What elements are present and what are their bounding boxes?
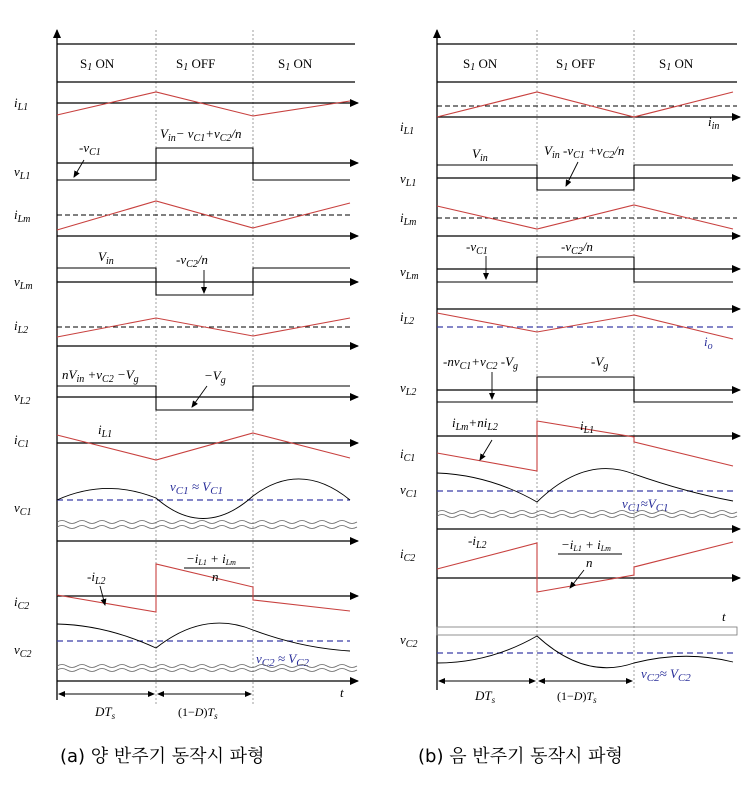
- panel-a-interval-2-label: $(1-D)T_s$: [178, 705, 218, 721]
- panel-a-vl1-waveform: [57, 148, 350, 180]
- panel-a-il1-waveform: [57, 92, 350, 116]
- panel-a-vlm-off-annotation: $-v_{C2}/n$: [176, 252, 208, 270]
- panel-b-label-vl2: $v_{L2}$: [400, 380, 417, 398]
- panel-b-vl1-on-annotation: $V_{in}$: [472, 146, 488, 164]
- panel-a-label-il2: $i_{L2}$: [14, 318, 29, 336]
- panel-a-label-vlm: $v_{Lm}$: [14, 274, 33, 292]
- panel-b-header-on-2: S1 ON: [659, 56, 694, 73]
- panel-b-vl2-on-annotation: $-nv_{C1}+v_{C2}$ $-V_g$: [443, 354, 519, 372]
- panel-b-vc1-waveform: [437, 469, 733, 502]
- panel-b-ic1-on-annotation: $i_{Lm}+ni_{L2}$: [452, 415, 498, 433]
- panel-b-vlm-off-annotation: $-v_{C2}/n$: [561, 239, 593, 257]
- panel-a-vl2-waveform: [57, 386, 350, 410]
- panel-b-vc2-waveform: [437, 636, 733, 668]
- panel-a-caption: (a) 양 반주기 동작시 파형: [60, 746, 265, 767]
- panel-b-il2-waveform: [437, 313, 733, 339]
- panel-b-ic2-off-denominator: n: [586, 555, 593, 570]
- panel-a-vl1-left-annotation: $-v_{C1}$: [79, 140, 101, 158]
- panel-b-il2-average-annotation: $i_o$: [704, 334, 713, 352]
- panel-b-label-ic1: $i_{C1}$: [400, 446, 416, 464]
- panel-b-ic2-off-numerator: −iL1 + iLm: [561, 537, 611, 553]
- panel-b-vlm-on-annotation: $-v_{C1}$: [466, 239, 488, 257]
- panel-a-header-off: S1 OFF: [176, 56, 216, 73]
- panel-a-axis-break-1: [57, 521, 357, 524]
- panel-a-label-il1: $i_{L1}$: [14, 95, 29, 113]
- panel-a-header-on-2: S1 ON: [278, 56, 313, 73]
- panel-b-axis-break-2: [437, 627, 737, 635]
- panel-a-label-ic2: $i_{C2}$: [14, 594, 30, 612]
- panel-a-time-label: t: [340, 685, 344, 700]
- panel-b-il1-average-annotation: $i_{in}$: [708, 114, 720, 132]
- panel-a-ic2-off-numerator: −iL1 + iLm: [186, 551, 236, 567]
- panel-b-label-ilm: $i_{Lm}$: [400, 210, 417, 228]
- panel-b-interval-2-label: $(1-D)T_s$: [557, 689, 597, 705]
- panel-a-vc1-average-annotation: $v_{C1} \approx V_{C1}$: [170, 479, 224, 497]
- panel-a-axis-break-2: [57, 665, 357, 668]
- panel-b-header-off: S1 OFF: [556, 56, 596, 73]
- panel-a-ic1-on-annotation: $i_{L1}$: [98, 422, 113, 440]
- panel-a-label-vc2: $v_{C2}$: [14, 642, 32, 660]
- panel-a-label-ic1: $i_{C1}$: [14, 432, 30, 450]
- panel-a-vc2-waveform: [57, 623, 350, 651]
- panel-b-vc2-average-annotation: $v_{C2}\approx V_{C2}$: [641, 666, 691, 684]
- panel-a-ic2-off-denominator: n: [212, 569, 219, 584]
- panel-b-ic2-on-annotation: $-i_{L2}$: [468, 533, 487, 551]
- panel-b-label-vc1: $v_{C1}$: [400, 482, 418, 500]
- panel-b-label-ic2: $i_{C2}$: [400, 546, 416, 564]
- panel-a-interval-1-label: $DT_s$: [95, 704, 116, 721]
- panel-b-vl1-off-annotation: $V_{in}$ $-v_{C1} +v_{C2}/n$: [544, 143, 625, 161]
- panel-b-ic1-off-annotation: $i_{L1}$: [580, 418, 595, 436]
- panel-a-label-ilm: $i_{Lm}$: [14, 207, 31, 225]
- panel-b-caption: (b) 음 반주기 동작시 파형: [418, 746, 623, 767]
- panel-a-vl2-on-annotation: $nV_{in} +v_{C2} -V_g$: [62, 367, 139, 385]
- panel-b-il1-waveform: [437, 92, 733, 117]
- panel-b-header-on-1: S1 ON: [463, 56, 498, 73]
- panel-a-ic2-on-annotation: $-i_{L2}$: [87, 569, 106, 587]
- panel-a-label-vl2: $v_{L2}$: [14, 389, 31, 407]
- panel-b-vl2-off-annotation: $-V_g$: [591, 354, 609, 372]
- panel-b-axis-break-1: [437, 511, 737, 514]
- panel-a-vc2-average-annotation: $v_{C2} \approx V_{C2}$: [256, 651, 310, 669]
- panel-a-header-on-1: S1 ON: [80, 56, 115, 73]
- panel-a-label-vl1: $v_{L1}$: [14, 164, 31, 182]
- panel-b-ilm-waveform: [437, 205, 733, 229]
- panel-a-vlm-on-annotation: $V_{in}$: [98, 249, 114, 267]
- panel-b-label-il2: $i_{L2}$: [400, 309, 415, 327]
- panel-b-vc1-average-annotation: $v_{C1}\approx V_{C1}$: [622, 496, 669, 514]
- panel-a-vl1-off-annotation: $V_{in}- v_{C1}+v_{C2}/n$: [160, 126, 242, 144]
- panel-b-time-label: t: [722, 609, 726, 624]
- panel-b-label-vlm: $v_{Lm}$: [400, 264, 419, 282]
- panel-b-label-vc2: $v_{C2}$: [400, 632, 418, 650]
- panel-b-label-il1: $i_{L1}$: [400, 119, 415, 137]
- panel-b-interval-1-label: $DT_s$: [475, 688, 496, 705]
- panel-a-vl2-off-annotation: $-V_g$: [204, 368, 226, 386]
- panel-b: [400, 30, 740, 767]
- panel-a-label-vc1: $v_{C1}$: [14, 500, 32, 518]
- panel-b-label-vl1: $v_{L1}$: [400, 171, 417, 189]
- panel-a: [14, 30, 358, 767]
